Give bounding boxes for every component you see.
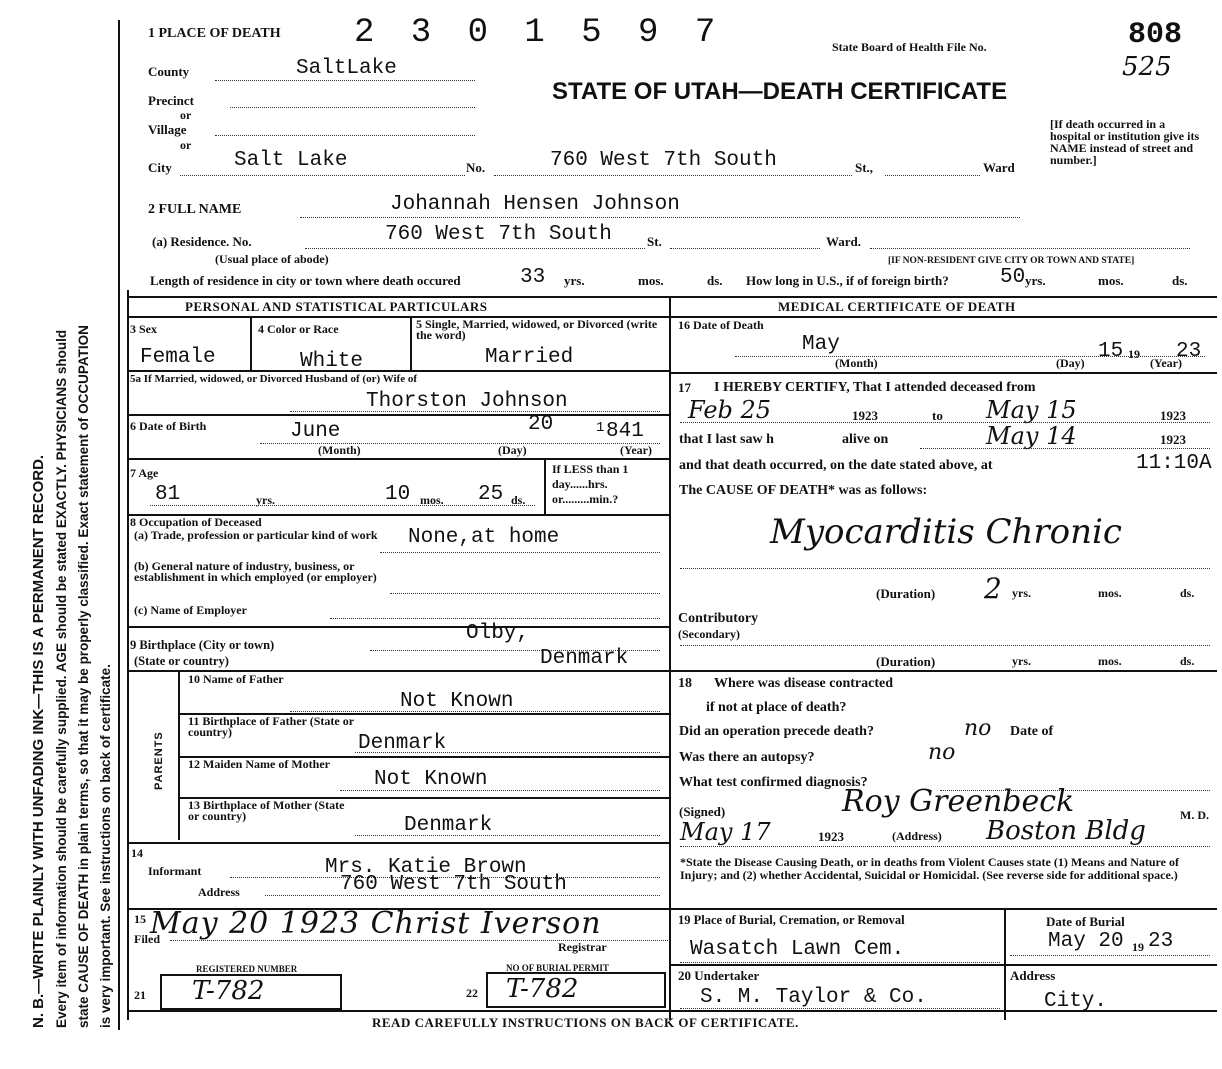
certificate-number: 2 3 0 1 5 9 7 [354, 14, 724, 52]
secondary-label: (Secondary) [678, 627, 740, 641]
burial-permit-value: T-782 [506, 974, 579, 1004]
sidebar-instruction-line-3: is very important. See instructions on back of certificate. [98, 664, 113, 1028]
occupation-b-label: (b) General nature of industry, business, or establishment in which employed (or employer) [134, 559, 377, 584]
registered-prefix: 21 [134, 988, 146, 1002]
burial-place-value: Wasatch Lawn Cem. [690, 938, 905, 961]
signed-address-label: (Address) [892, 829, 942, 843]
death-occurred-text: and that death occurred, on the date stated above, at [679, 458, 993, 473]
st-label: St., [855, 160, 874, 175]
contracted-label: Where was disease contracted [714, 676, 893, 691]
length-ds: ds. [707, 273, 723, 288]
item17-number: 17 [678, 380, 691, 395]
registrar-label: Registrar [558, 940, 607, 954]
dob-label: 6 Date of Birth [130, 419, 207, 433]
color-label: 4 Color or Race [258, 322, 339, 336]
test-label: What test confirmed diagnosis? [679, 775, 868, 790]
certify-text: I HEREBY CERTIFY, That I attended deceased from [714, 380, 1036, 395]
duration-ds: ds. [1180, 586, 1195, 600]
signed-address: Boston Bldg [986, 816, 1146, 846]
father-name-value: Not Known [400, 690, 514, 713]
undertaker-address-label: Address [1010, 968, 1056, 983]
informant-label: Informant [148, 864, 202, 878]
employer-label: (c) Name of Employer [134, 603, 247, 617]
mother-name-value: Not Known [374, 768, 488, 791]
occupation-a-value: None,at home [408, 526, 560, 549]
dob-month: June [290, 420, 341, 443]
secondary-ds: ds. [1180, 654, 1195, 668]
sex-label: 3 Sex [130, 322, 157, 336]
burial-date-value: May 20 [1048, 930, 1124, 953]
place-of-death-label: 1 PLACE OF DEATH [148, 26, 281, 41]
cause-footnote: *State the Disease Causing Death, or in deaths from Violent Causes state (1) Means and Nature of Injury; and (2) whether Accidental, Suicidal or Homicidal. (See reverse side for additional space.) [680, 855, 1179, 882]
autopsy-value: no [928, 740, 956, 765]
burial-permit-label: NO OF BURIAL PERMIT [506, 963, 609, 973]
death-time: 11:10A [1136, 452, 1212, 475]
full-name-label: 2 FULL NAME [148, 202, 242, 217]
last-saw-text: that I last saw h [679, 432, 774, 447]
age-months: 10 [385, 483, 411, 506]
personal-header: PERSONAL AND STATISTICAL PARTICULARS [185, 299, 488, 314]
informant-value: Mrs. Katie Brown [325, 856, 527, 879]
death-year-prefix: 19 [1128, 347, 1140, 361]
birthplace-label: 9 Birthplace (City or town) [130, 638, 275, 652]
duration-mos: mos. [1098, 586, 1122, 600]
divider-top [127, 296, 1217, 298]
death-day-caption: (Day) [1056, 356, 1085, 370]
age-years: 81 [155, 483, 181, 506]
medical-header: MEDICAL CERTIFICATE OF DEATH [778, 299, 1016, 314]
inner-left-border [127, 290, 129, 1020]
burial-year: 23 [1148, 930, 1174, 953]
operation-date-label: Date of [1010, 724, 1054, 739]
cause-label: The CAUSE OF DEATH* was as follows: [679, 483, 928, 498]
physician-signature: Roy Greenbeck [842, 784, 1075, 819]
length-residence-years: 33 [520, 266, 546, 289]
father-birth-value: Denmark [358, 732, 447, 755]
age-yrs-label: yrs. [256, 493, 275, 507]
certificate-title: STATE OF UTAH—DEATH CERTIFICATE [552, 78, 1008, 105]
permit-prefix: 22 [466, 986, 478, 1000]
signed-label: (Signed) [679, 804, 726, 819]
last-saw-date: May 14 [986, 422, 1077, 450]
occupation-label: 8 Occupation of Deceased [130, 515, 262, 529]
age-label: 7 Age [130, 466, 159, 480]
informant-number: 14 [131, 846, 143, 860]
secondary-yrs: yrs. [1012, 654, 1031, 668]
length-mos: mos. [638, 273, 664, 288]
duration-label: (Duration) [876, 586, 936, 601]
registered-number-label: REGISTERED NUMBER [196, 964, 298, 974]
birthplace-state-label: (State or country) [134, 654, 229, 668]
ward-label: Ward [983, 160, 1015, 175]
spouse-value: Thorston Johnson [366, 390, 568, 413]
street-no-label: No. [466, 160, 486, 175]
street-value: 760 West 7th South [550, 149, 777, 172]
full-name-value: Johannah Hensen Johnson [390, 193, 680, 216]
item18-number: 18 [678, 676, 692, 691]
signed-date: May 17 [680, 818, 771, 846]
registered-number-box [160, 974, 342, 1010]
to-label: to [932, 408, 943, 423]
dob-month-caption: (Month) [318, 443, 361, 457]
parents-label: PARENTS [153, 731, 165, 790]
dob-day: 20 [528, 413, 554, 436]
attended-to-year: 1923 [1160, 408, 1186, 423]
attended-to: May 15 [986, 396, 1077, 424]
age-days: 25 [478, 483, 504, 506]
sidebar-instruction-line-2: state CAUSE OF DEATH in plain terms, so that it may be properly classified. Exact statement of OCCUPATION [76, 325, 91, 1028]
spouse-label: 5a If Married, widowed, or Divorced Husband of (or) Wife of [130, 373, 418, 385]
age-ds-label: ds. [511, 493, 526, 507]
death-month-caption: (Month) [835, 356, 878, 370]
burial-year-prefix: 19 [1132, 940, 1144, 954]
birthplace-city: Olby, [466, 622, 530, 645]
residence-st-label: St. [647, 234, 662, 249]
not-place-label: if not at place of death? [706, 700, 847, 715]
operation-label: Did an operation precede death? [679, 724, 874, 739]
dob-year-prefix: 1 [596, 420, 605, 436]
contributory-label: Contributory [678, 611, 759, 626]
city-value: Salt Lake [234, 149, 348, 172]
state-file-handwritten: 525 [1122, 52, 1172, 82]
city-label: City [148, 160, 172, 175]
attended-from: Feb 25 [688, 396, 772, 424]
or-text-1: or [180, 108, 192, 122]
last-saw-year: 1923 [1160, 432, 1186, 447]
filed-handwritten: May 20 1923 Christ Iverson [150, 906, 602, 941]
md-label: M. D. [1180, 808, 1209, 822]
informant-address: 760 West 7th South [340, 873, 567, 896]
us-residence-label: How long in U.S., if of foreign birth? [746, 273, 949, 288]
signed-year: 1923 [818, 829, 844, 844]
residence-value: 760 West 7th South [385, 223, 612, 246]
burial-place-label: 19 Place of Burial, Cremation, or Removal [678, 913, 905, 927]
state-file-label: State Board of Health File No. [832, 40, 987, 54]
mother-name-label: 12 Maiden Name of Mother [188, 757, 330, 771]
mother-birth-value: Denmark [404, 814, 493, 837]
sex-value: Female [140, 346, 216, 369]
cause-of-death: Myocarditis Chronic [770, 512, 1122, 552]
color-value: White [300, 350, 364, 373]
alive-on-text: alive on [842, 432, 889, 447]
left-border [118, 20, 120, 1030]
us-mos: mos. [1098, 273, 1124, 288]
dob-year: 841 [606, 420, 644, 443]
abode-label: (Usual place of abode) [215, 252, 329, 266]
death-year-caption: (Year) [1150, 356, 1182, 370]
autopsy-label: Was there an autopsy? [679, 750, 815, 765]
undertaker-address: City. [1044, 990, 1108, 1013]
sidebar-instruction-line-1: Every item of information should be carefully supplied. AGE should be stated EXACTLY. PHYSICIANS should [54, 329, 69, 1028]
death-year: 23 [1176, 340, 1202, 363]
duration-value: 2 [984, 572, 1002, 605]
length-residence-label: Length of residence in city or town where death occured [150, 273, 461, 288]
residence-label: (a) Residence. No. [152, 234, 252, 249]
burial-permit-box [486, 972, 666, 1008]
county-value: SaltLake [296, 57, 397, 80]
age-mos-label: mos. [420, 493, 444, 507]
burial-date-label: Date of Burial [1046, 914, 1125, 929]
secondary-mos: mos. [1098, 654, 1122, 668]
residence-ward-label: Ward. [826, 234, 862, 249]
operation-value: no [964, 716, 992, 741]
dob-year-caption: (Year) [620, 443, 652, 457]
center-divider [669, 296, 671, 1020]
duration-yrs: yrs. [1012, 586, 1031, 600]
registered-number-value: T-782 [192, 976, 265, 1006]
attended-from-year: 1923 [852, 408, 878, 423]
dob-day-caption: (Day) [498, 443, 527, 457]
death-date-label: 16 Date of Death [678, 318, 764, 332]
precinct-label: Precinct [148, 93, 194, 108]
hospital-note: [If death occurred in a hospital or institution give its NAME instead of street and number.] [1050, 117, 1200, 167]
sidebar-warning-line: N. B.—WRITE PLAINLY WITH UNFADING INK—THIS IS A PERMANENT RECORD. [30, 454, 47, 1028]
birthplace-country: Denmark [540, 647, 629, 670]
informant-address-label: Address [198, 885, 240, 899]
undertaker-label: 20 Undertaker [678, 968, 760, 983]
us-ds: ds. [1172, 273, 1188, 288]
undertaker-value: S. M. Taylor & Co. [700, 986, 927, 1009]
us-yrs: yrs. [1025, 273, 1046, 288]
state-file-number: 808 [1128, 18, 1183, 52]
father-name-label: 10 Name of Father [188, 672, 284, 686]
or-text-2: or [180, 138, 192, 152]
us-residence-years: 50 [1000, 266, 1026, 289]
occupation-a-label: (a) Trade, profession or particular kind of work [134, 528, 378, 542]
marital-label: 5 Single, Married, widowed, or Divorced (write the word) [416, 317, 658, 342]
footer-instructions: READ CAREFULLY INSTRUCTIONS ON BACK OF CERTIFICATE. [372, 1015, 799, 1030]
mother-birth-label: 13 Birthplace of Mother (State or country) [188, 798, 345, 823]
filed-number: 15 [134, 912, 146, 926]
nonresident-note: [IF NON-RESIDENT GIVE CITY OR TOWN AND STATE] [888, 256, 1135, 266]
village-label: Village [148, 122, 187, 137]
marital-value: Married [485, 346, 574, 369]
length-yrs: yrs. [564, 273, 585, 288]
secondary-duration-label: (Duration) [876, 654, 936, 669]
filed-label: Filed [134, 932, 160, 946]
less-than-day-label: If LESS than 1 day......hrs. or.........min.? [552, 462, 629, 506]
death-month: May [802, 333, 840, 356]
county-label: County [148, 64, 190, 79]
death-day: 15 [1098, 340, 1124, 363]
father-birth-label: 11 Birthplace of Father (State or country) [188, 714, 354, 739]
